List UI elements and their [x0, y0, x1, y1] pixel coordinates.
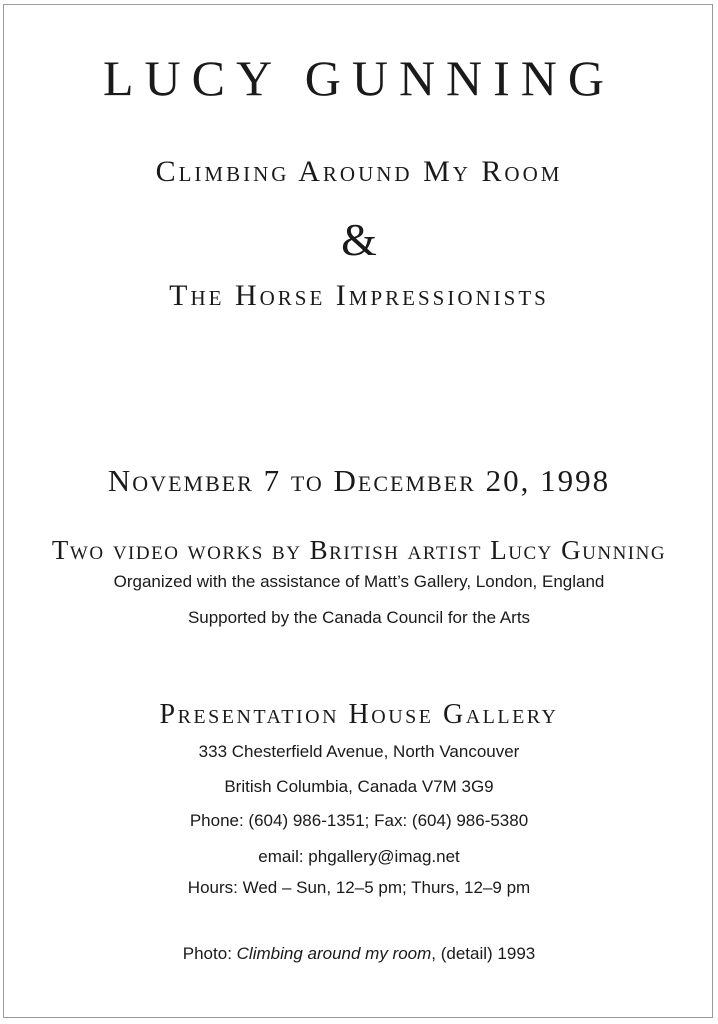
venue-phone-fax: Phone: (604) 986-1351; Fax: (604) 986-5380 — [189, 811, 529, 830]
venue-hours: Hours: Wed – Sun, 12–5 pm; Thurs, 12–9 pm — [187, 878, 531, 897]
photo-credit-title: Climbing around my room — [236, 944, 432, 963]
work-title-1: Climbing Around My Room — [155, 155, 563, 188]
venue-address-line1: 333 Chesterfield Avenue, North Vancouver — [198, 742, 520, 761]
photo-credit-prefix: Photo: — [182, 944, 237, 963]
venue-email: email: phgallery@imag.net — [258, 847, 460, 866]
exhibition-dates: November 7 to December 20, 1998 — [107, 463, 611, 498]
support-note: Supported by the Canada Council for the Arts — [187, 608, 531, 627]
work-title-2: The Horse Impressionists — [169, 279, 549, 312]
photo-credit-suffix: , (detail) 1993 — [431, 944, 536, 963]
venue-name: Presentation House Gallery — [159, 699, 559, 730]
photo-credit — [0, 943, 718, 965]
artist-name: LUCY GUNNING — [102, 50, 616, 106]
exhibition-description: Two video works by British artist Lucy Gunning — [51, 535, 667, 565]
organized-note: Organized with the assistance of Matt’s Gallery, London, England — [113, 572, 605, 591]
ampersand: & — [341, 214, 377, 265]
venue-address-line2: British Columbia, Canada V7M 3G9 — [224, 777, 494, 796]
